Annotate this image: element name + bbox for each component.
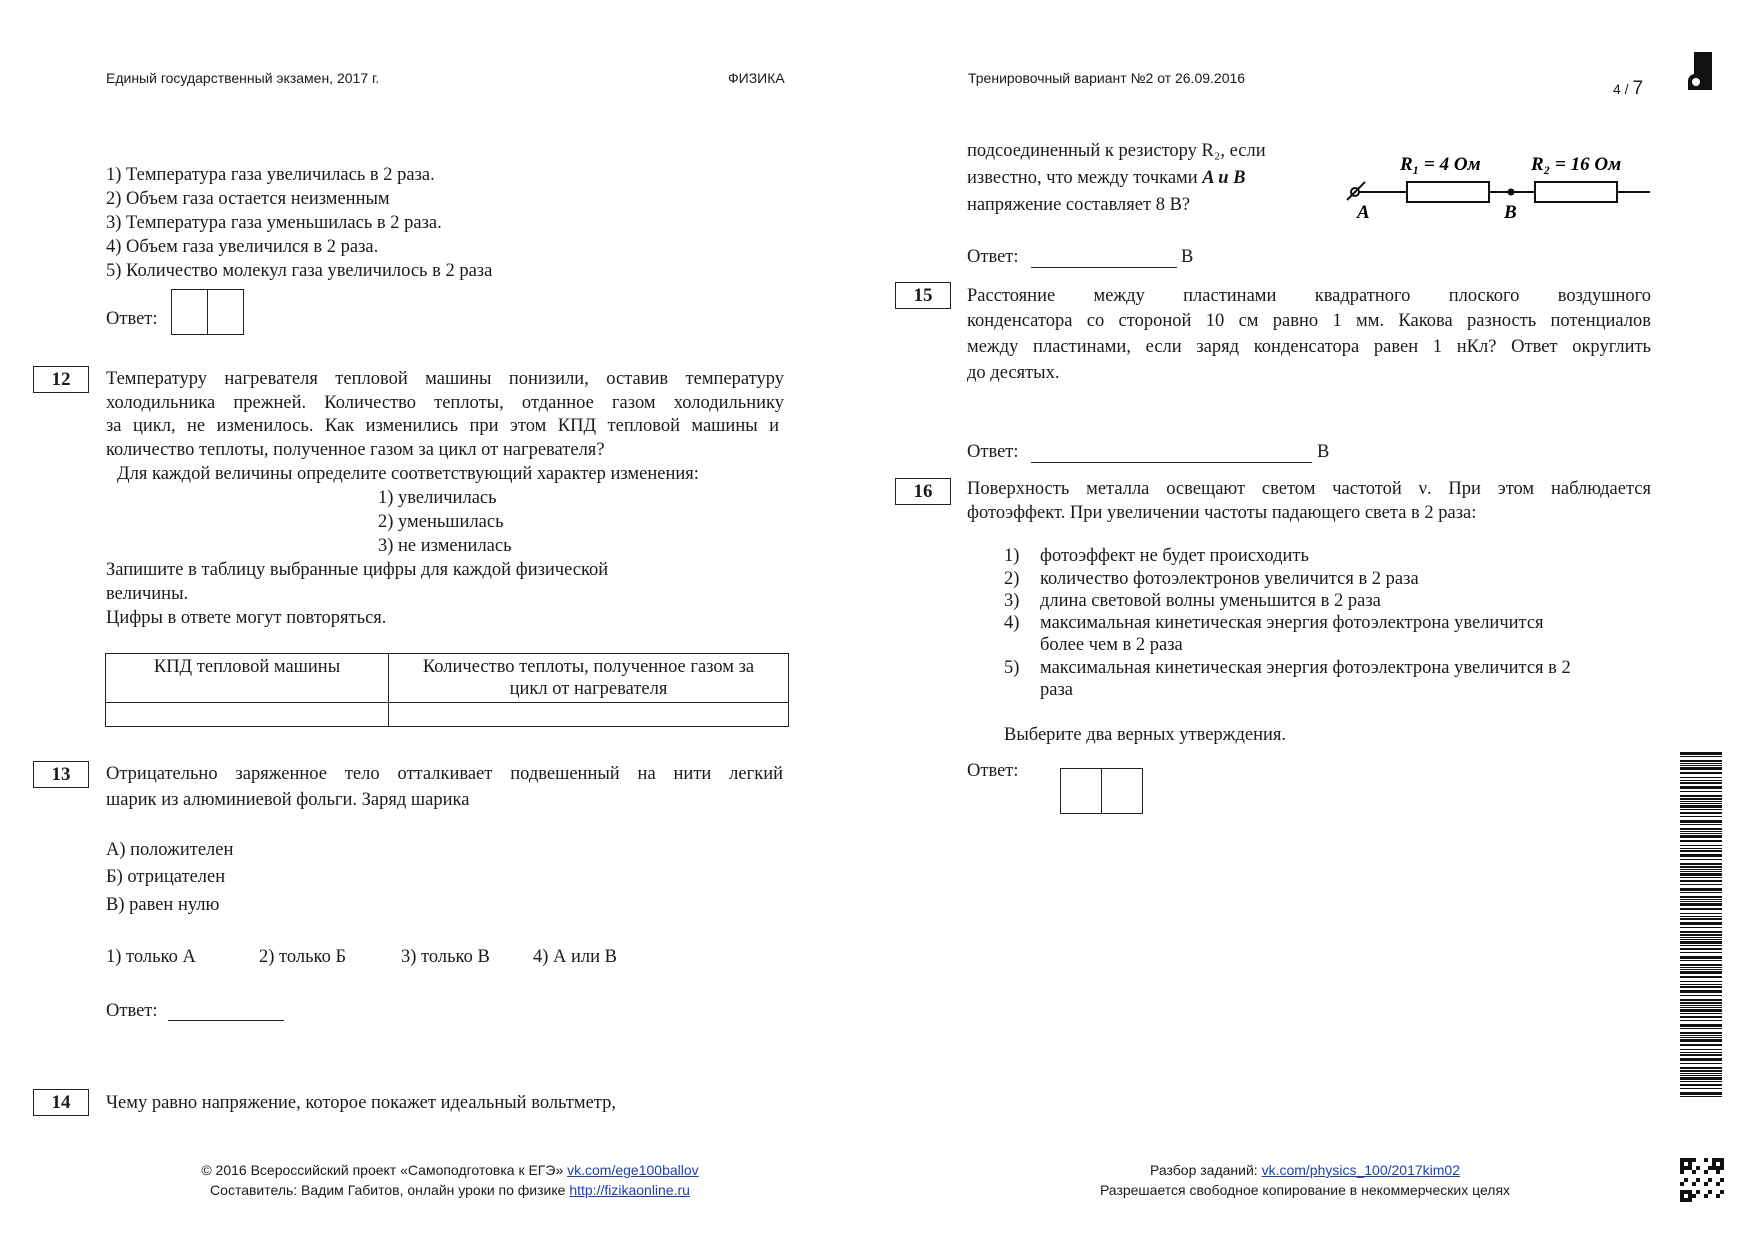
q15-text: до десятых. xyxy=(967,363,1060,383)
barcode-bar xyxy=(1680,1020,1722,1021)
barcode-bar xyxy=(1680,1032,1722,1034)
barcode-bar xyxy=(1680,782,1722,784)
barcode-bar xyxy=(1680,1077,1722,1080)
barcode-bar xyxy=(1680,937,1722,938)
q12-instruction: Для каждой величины определите соответствующий характер изменения: xyxy=(117,464,699,484)
barcode-bar xyxy=(1680,986,1722,988)
barcode-bar xyxy=(1680,927,1722,928)
q11-answer-label: Ответ: xyxy=(106,309,158,329)
r2-label: R₂ = 16 Ом xyxy=(1531,154,1622,175)
barcode-bar xyxy=(1680,833,1722,834)
barcode-bar xyxy=(1680,1084,1722,1086)
answer-cell-heat[interactable] xyxy=(389,703,789,727)
barcode-bar xyxy=(1680,1002,1722,1004)
q14-unit: В xyxy=(1181,247,1194,267)
barcode-bar xyxy=(1680,850,1722,852)
barcode-bar xyxy=(1680,1037,1722,1038)
qr-module xyxy=(1692,1158,1696,1162)
barcode-bar xyxy=(1680,941,1722,944)
q14-number: 14 xyxy=(33,1089,89,1116)
barcode-bar xyxy=(1680,896,1722,898)
corner-marker-icon xyxy=(1688,52,1714,90)
barcode-bar xyxy=(1680,1070,1722,1072)
answer-cell[interactable] xyxy=(1061,769,1101,813)
q16-option: 5) максимальная кинетическая энергия фотоэлектрона увеличится в 2 xyxy=(1004,658,1571,678)
q13-answer-choice: 2) только Б xyxy=(259,947,347,967)
q15-text: между пластинами, если заряд конденсатора равен 1 нКл? Ответ округлить xyxy=(967,337,1651,357)
barcode-bar xyxy=(1680,1005,1722,1006)
barcode-bar xyxy=(1680,760,1722,762)
barcode-bar xyxy=(1680,786,1722,789)
footer-right-line1: Разбор заданий: vk.com/physics_100/2017kim02 xyxy=(1150,1162,1460,1178)
q14-answer-label: Ответ: xyxy=(967,247,1019,267)
barcode-bar xyxy=(1680,884,1722,885)
barcode-bar xyxy=(1680,777,1722,778)
q16-choose: Выберите два верных утверждения. xyxy=(1004,725,1287,745)
barcode-bar xyxy=(1680,880,1722,882)
header-subject: ФИЗИКА xyxy=(728,70,785,86)
junction-b-icon xyxy=(1508,189,1515,196)
barcode-bar xyxy=(1680,1044,1722,1046)
q13-answer-choice: 1) только А xyxy=(106,947,196,967)
barcode-bar xyxy=(1680,854,1722,857)
barcode-bar xyxy=(1680,848,1722,849)
q12-choice: 3) не изменилась xyxy=(378,536,512,556)
barcode-bar xyxy=(1680,828,1722,830)
q16-option: 2) количество фотоэлектронов увеличится в 2 раза xyxy=(1004,569,1419,589)
q11-option: 4) Объем газа увеличился в 2 раза. xyxy=(106,237,379,257)
qr-module xyxy=(1680,1182,1684,1186)
barcode-bar xyxy=(1680,752,1722,755)
q15-text: конденсатора со стороной 10 см равно 1 мм. Какова разность потенциалов xyxy=(967,311,1651,331)
q13-answer-label: Ответ: xyxy=(106,1001,158,1021)
barcode-bar xyxy=(1680,1096,1722,1097)
q12-choice: 2) уменьшилась xyxy=(378,512,504,532)
q14-text: известно, что между точками A и B xyxy=(967,168,1246,188)
resistor-r2 xyxy=(1535,182,1617,202)
qr-module xyxy=(1704,1182,1708,1186)
barcode-bar xyxy=(1680,780,1722,781)
barcode-bar xyxy=(1680,871,1722,872)
barcode-bar xyxy=(1680,984,1722,985)
barcode-bar xyxy=(1680,903,1722,906)
answer-cell[interactable] xyxy=(172,290,207,334)
barcode-bar xyxy=(1680,801,1722,802)
qr-module xyxy=(1688,1198,1692,1202)
barcode-bar xyxy=(1680,845,1722,846)
barcode-bar xyxy=(1680,859,1722,860)
q12-write-instruction: величины. xyxy=(106,584,189,604)
q14-text: Чему равно напряжение, которое покажет идеальный вольтметр, xyxy=(106,1093,616,1113)
barcode-bar xyxy=(1680,956,1722,959)
barcode-bar xyxy=(1680,1075,1722,1076)
q13-answer-choice: 3) только В xyxy=(401,947,490,967)
footer-link-kim02[interactable]: vk.com/physics_100/2017kim02 xyxy=(1261,1162,1460,1178)
q16-number: 16 xyxy=(895,478,951,505)
qr-code-icon xyxy=(1680,1158,1724,1202)
barcode-bar xyxy=(1680,869,1722,870)
q12-write-instruction: Запишите в таблицу выбранные цифры для каждой физической xyxy=(106,560,609,580)
q12-answer-table xyxy=(105,653,789,727)
q11-answer-cells[interactable] xyxy=(171,289,244,335)
point-a-label: A xyxy=(1357,202,1370,223)
q11-option: 2) Объем газа остается неизменным xyxy=(106,189,390,209)
resistor-r1 xyxy=(1407,182,1489,202)
barcode-bar xyxy=(1680,820,1722,823)
q12-text: за цикл, не изменилось. Как изменились при этом КПД тепловой машины и xyxy=(106,416,779,436)
qr-module xyxy=(1708,1178,1712,1182)
barcode-bar xyxy=(1680,995,1722,996)
barcode-bar xyxy=(1680,934,1722,936)
footer-license: Разрешается свободное копирование в некоммерческих целях xyxy=(1099,1182,1511,1198)
barcode-bar xyxy=(1680,1058,1722,1061)
barcode-bar xyxy=(1680,899,1722,900)
barcode-bar xyxy=(1680,952,1722,953)
table-header-heat: Количество теплоты, полученное газом за цикл от нагревателя xyxy=(389,654,789,703)
barcode-bar xyxy=(1680,931,1722,933)
barcode-bar xyxy=(1680,1035,1722,1036)
barcode-bar xyxy=(1680,922,1722,925)
qr-module xyxy=(1720,1166,1724,1170)
q13-answer-line[interactable] xyxy=(168,1020,284,1021)
q11-option: 5) Количество молекул газа увеличилось в 2 раза xyxy=(106,261,493,281)
q12-text: Температуру нагревателя тепловой машины понизили, оставив температуру xyxy=(106,369,784,389)
q15-answer-line[interactable] xyxy=(1031,462,1312,463)
barcode-bar xyxy=(1680,1024,1722,1027)
q12-repeat-note: Цифры в ответе могут повторяться. xyxy=(106,608,387,628)
qr-module xyxy=(1716,1182,1720,1186)
barcode-bar xyxy=(1680,1067,1722,1069)
qr-module xyxy=(1704,1158,1708,1162)
barcode-bar xyxy=(1680,892,1722,893)
q11-option: 3) Температура газа уменьшилась в 2 раза. xyxy=(106,213,442,233)
q11-option: 1) Температура газа увеличилась в 2 раза. xyxy=(106,165,435,185)
barcode-bar xyxy=(1680,990,1722,993)
barcode-bar xyxy=(1680,1028,1722,1029)
barcode-bar xyxy=(1680,765,1722,766)
qr-module xyxy=(1716,1170,1720,1174)
q15-number: 15 xyxy=(895,282,951,309)
qr-module xyxy=(1704,1170,1708,1174)
answer-cell[interactable] xyxy=(207,290,243,334)
q14-answer-line[interactable] xyxy=(1031,267,1177,268)
barcode-bar xyxy=(1680,812,1722,814)
q15-answer-label: Ответ: xyxy=(967,442,1019,462)
table-header-efficiency: КПД тепловой машины xyxy=(106,654,389,703)
barcode-icon xyxy=(1680,752,1722,1100)
circuit-diagram xyxy=(1345,140,1655,225)
barcode-bar xyxy=(1680,831,1722,832)
barcode-bar xyxy=(1680,1009,1722,1012)
qr-module xyxy=(1692,1194,1696,1198)
barcode-bar xyxy=(1680,1016,1722,1018)
barcode-bar xyxy=(1680,918,1722,920)
barcode-bar xyxy=(1680,763,1722,764)
answer-cell-efficiency[interactable] xyxy=(106,703,389,727)
q13-text: шарик из алюминиевой фольги. Заряд шарика xyxy=(106,790,470,810)
q15-text: Расстояние между пластинами квадратного плоского воздушного xyxy=(967,286,1651,306)
barcode-bar xyxy=(1680,908,1722,910)
q13-option: Б) отрицателен xyxy=(106,867,226,887)
barcode-bar xyxy=(1680,1039,1722,1042)
barcode-bar xyxy=(1680,863,1722,865)
q13-option: А) положителен xyxy=(106,840,234,860)
qr-module xyxy=(1720,1190,1724,1194)
barcode-bar xyxy=(1680,981,1722,982)
q16-text: Поверхность металла освещают светом частотой ν. При этом наблюдается xyxy=(967,479,1651,499)
barcode-bar xyxy=(1680,1073,1722,1074)
q16-text: фотоэффект. При увеличении частоты падающего света в 2 раза: xyxy=(967,503,1477,523)
q12-number: 12 xyxy=(33,366,89,393)
q16-answer-label: Ответ: xyxy=(967,761,1019,781)
barcode-bar xyxy=(1680,888,1722,891)
barcode-bar xyxy=(1680,1007,1722,1008)
barcode-bar xyxy=(1680,877,1722,878)
q13-answer-choice: 4) А или В xyxy=(533,947,618,967)
q13-text: Отрицательно заряженное тело отталкивает подвешенный на нити легкий xyxy=(106,764,783,784)
barcode-bar xyxy=(1680,945,1722,946)
barcode-bar xyxy=(1680,913,1722,914)
barcode-bar xyxy=(1680,795,1722,797)
qr-module xyxy=(1708,1190,1712,1194)
barcode-bar xyxy=(1680,976,1722,978)
barcode-bar xyxy=(1680,901,1722,902)
footer-left-line1: © 2016 Всероссийский проект «Самоподготовка к ЕГЭ» vk.com/ege100ballov xyxy=(201,1162,699,1178)
q13-option: В) равен нулю xyxy=(106,895,220,915)
barcode-bar xyxy=(1680,1052,1722,1053)
footer-left-line2: Составитель: Вадим Габитов, онлайн уроки по физике http://fizikaonline.ru xyxy=(210,1182,690,1198)
qr-module xyxy=(1696,1190,1700,1194)
q16-option: 3) длина световой волны уменьшится в 2 раза xyxy=(1004,591,1381,611)
qr-module xyxy=(1720,1178,1724,1182)
barcode-bar xyxy=(1680,1081,1722,1082)
header-variant: Тренировочный вариант №2 от 26.09.2016 xyxy=(968,70,1246,86)
q12-text: количество теплоты, полученное газом за цикл от нагревателя? xyxy=(106,440,605,460)
qr-module xyxy=(1716,1194,1720,1198)
header-exam-title: Единый государственный экзамен, 2017 г. xyxy=(106,70,380,86)
q14-text: подсоединенный к резистору R₂, если xyxy=(967,141,1266,161)
barcode-bar xyxy=(1680,969,1722,970)
q14-text: напряжение составляет 8 В? xyxy=(967,195,1191,215)
barcode-bar xyxy=(1680,916,1722,917)
barcode-bar xyxy=(1680,816,1722,817)
q16-option: 1) фотоэффект не будет происходить xyxy=(1004,546,1309,566)
point-b-label: B xyxy=(1504,202,1517,223)
barcode-bar xyxy=(1680,964,1722,966)
q16-answer-cells[interactable] xyxy=(1060,768,1143,814)
footer-link-ege100ballov[interactable]: vk.com/ege100ballov xyxy=(567,1162,699,1178)
qr-module xyxy=(1692,1170,1696,1174)
barcode-bar xyxy=(1680,756,1722,757)
barcode-bar xyxy=(1680,939,1722,940)
page-number: 4 / 7 xyxy=(1613,78,1644,99)
footer-link-fizikaonline[interactable]: http://fizikaonline.ru xyxy=(569,1182,690,1198)
barcode-bar xyxy=(1680,767,1722,770)
qr-module xyxy=(1680,1170,1684,1174)
q16-option-cont: раза xyxy=(1040,680,1073,700)
barcode-bar xyxy=(1680,1054,1722,1056)
barcode-bar xyxy=(1680,948,1722,950)
barcode-bar xyxy=(1680,1063,1722,1064)
barcode-bar xyxy=(1680,873,1722,876)
barcode-bar xyxy=(1680,803,1722,804)
r1-label: R₁ = 4 Ом xyxy=(1400,154,1481,175)
barcode-bar xyxy=(1680,835,1722,838)
q12-choice: 1) увеличилась xyxy=(378,488,497,508)
q16-option: 4) максимальная кинетическая энергия фотоэлектрона увеличится xyxy=(1004,613,1544,633)
barcode-bar xyxy=(1680,809,1722,810)
qr-module xyxy=(1696,1178,1700,1182)
barcode-bar xyxy=(1680,791,1722,792)
barcode-bar xyxy=(1680,1088,1722,1089)
qr-module xyxy=(1684,1178,1688,1182)
barcode-bar xyxy=(1680,967,1722,968)
barcode-bar xyxy=(1680,824,1722,825)
q12-text: холодильника прежней. Количество теплоты, отданное газом холодильнику xyxy=(106,393,784,413)
answer-cell[interactable] xyxy=(1101,769,1142,813)
barcode-bar xyxy=(1680,1049,1722,1050)
q13-number: 13 xyxy=(33,761,89,788)
barcode-bar xyxy=(1680,971,1722,974)
barcode-bar xyxy=(1680,805,1722,808)
barcode-bar xyxy=(1680,772,1722,774)
q16-option-cont: более чем в 2 раза xyxy=(1040,635,1183,655)
barcode-bar xyxy=(1680,960,1722,961)
barcode-bar xyxy=(1680,1092,1722,1095)
q15-unit: В xyxy=(1317,442,1330,462)
qr-module xyxy=(1704,1194,1708,1198)
barcode-bar xyxy=(1680,798,1722,800)
barcode-bar xyxy=(1680,999,1722,1001)
barcode-bar xyxy=(1680,1013,1722,1014)
qr-module xyxy=(1692,1182,1696,1186)
qr-module xyxy=(1696,1166,1700,1170)
barcode-bar xyxy=(1680,866,1722,868)
barcode-bar xyxy=(1680,840,1722,842)
